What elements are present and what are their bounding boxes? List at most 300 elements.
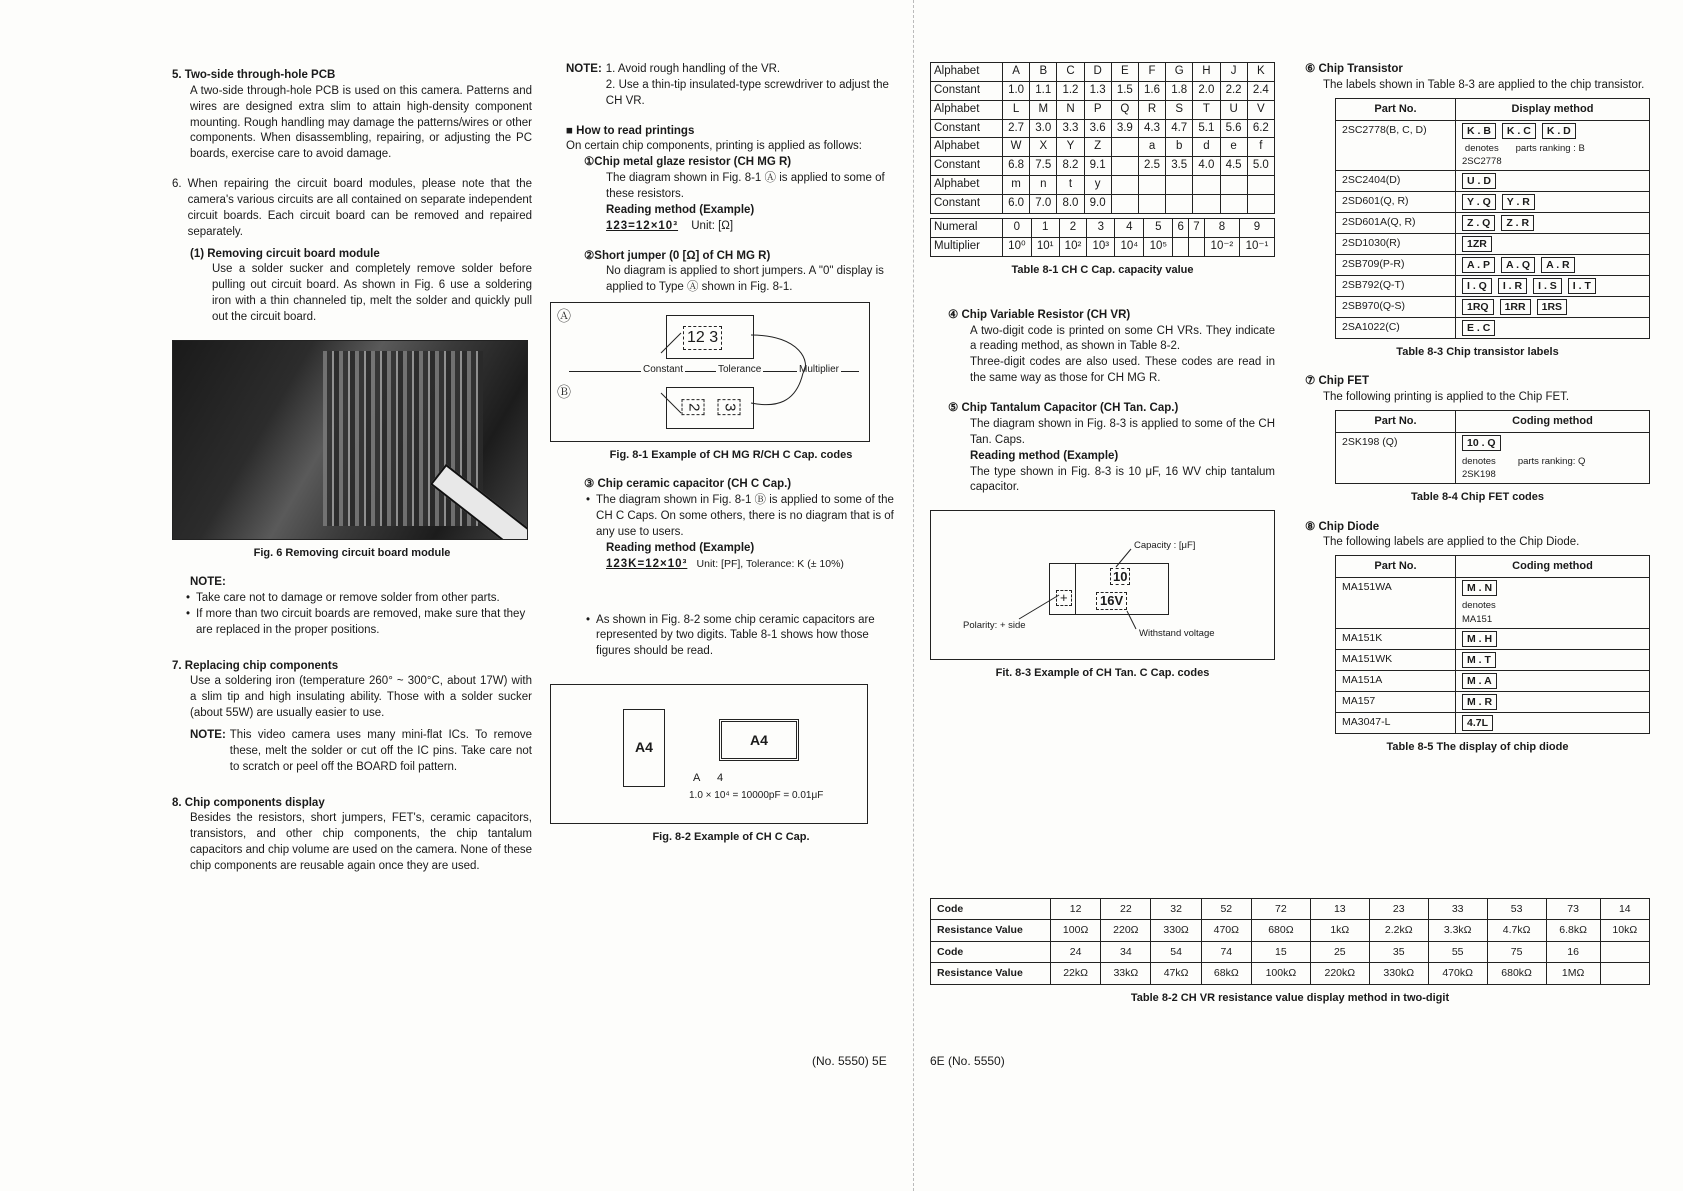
section-5-title: 5. Two-side through-hole PCB	[172, 69, 336, 81]
note2	[172, 728, 532, 776]
table-row	[931, 157, 1275, 176]
display-method-cell	[1456, 297, 1650, 318]
table-row	[931, 963, 1650, 984]
table-cell: Q	[1111, 100, 1138, 119]
table-8-2-block	[930, 898, 1650, 1006]
table-cell: 34	[1101, 941, 1151, 962]
t83-head-display: Display method	[1456, 98, 1650, 120]
table-cell: 54	[1151, 941, 1201, 962]
table-cell: 35	[1369, 941, 1428, 962]
marking-label: K . B	[1462, 123, 1496, 139]
column-left	[172, 62, 532, 875]
item4-text2: Three-digit codes are also used. These codes are read in the same way as those for CH MG R.	[970, 356, 1275, 385]
fig83-capacity-code: 10	[1110, 568, 1130, 585]
table-row	[1336, 691, 1650, 712]
section-5-text: A two-side through-hole PCB is used on this camera. Patterns and wires are designed extra slim to attain high-density component mounting. Rough handling may damage the patterns/wires or other components. When disassembling, repairing, or adjusting the PC boards, exercise care to avoid damage.	[190, 84, 532, 161]
table-row	[931, 941, 1650, 962]
table-cell: X	[1030, 138, 1057, 157]
table-cell: 6.2	[1247, 119, 1274, 138]
t84-denotes: denotes	[1462, 456, 1496, 468]
table-row	[1336, 192, 1650, 213]
t84-part: 2SK198 (Q)	[1336, 433, 1456, 484]
row-header-cell: Constant	[931, 157, 1003, 176]
table-8-1-multiplier	[930, 218, 1275, 257]
table-row	[1336, 649, 1650, 670]
display-method-cell	[1456, 234, 1650, 255]
fig83-arrows	[931, 511, 1276, 661]
table-cell: 1.8	[1166, 81, 1193, 100]
item6-title: ⑥ Chip Transistor	[1305, 63, 1403, 75]
table-cell: 12	[1051, 899, 1101, 920]
display-method-cell	[1456, 213, 1650, 234]
fig81-tolerance-label: Tolerance	[718, 364, 762, 376]
note-item: • Take care not to damage or remove solder from other parts.	[186, 591, 500, 604]
item7-text: The following printing is applied to the Chip FET.	[1323, 391, 1570, 404]
table-cell: 10⁴	[1115, 237, 1144, 256]
item1-text: The diagram shown in Fig. 8-1 Ⓐ is applied to some of these resistors.	[606, 172, 885, 201]
table-row	[1336, 318, 1650, 339]
item7-title: ⑦ Chip FET	[1305, 375, 1369, 388]
t84-denotes-part: 2SK198	[1462, 469, 1496, 481]
table-cell: 52	[1201, 899, 1251, 920]
marking-label: 1RQ	[1462, 299, 1494, 315]
table-cell: P	[1084, 100, 1111, 119]
item4-text: A two-digit code is printed on some CH VRs. They indicate a reading method, as shown in Table 8-2.	[970, 324, 1275, 353]
table-row	[931, 899, 1650, 920]
table-cell: S	[1166, 100, 1193, 119]
table-cell: 6.8kΩ	[1546, 920, 1600, 941]
table-cell: 6.0	[1003, 195, 1030, 214]
item4-title: ④ Chip Variable Resistor (CH VR)	[948, 308, 1131, 321]
part-number-cell: MA151WK	[1336, 649, 1456, 670]
fig83-box	[930, 510, 1275, 660]
table-cell: 9	[1239, 218, 1274, 237]
table-cell: N	[1057, 100, 1084, 119]
table-row	[931, 63, 1275, 82]
table-cell: 2.2kΩ	[1369, 920, 1428, 941]
table-cell: A	[1003, 63, 1030, 82]
table-row	[931, 81, 1275, 100]
display-method-cell	[1456, 192, 1650, 213]
table-cell: 73	[1546, 899, 1600, 920]
fig83-voltage-code: 16V	[1096, 592, 1127, 610]
marking-label: 1ZR	[1462, 236, 1492, 252]
section-6-number: 6.	[172, 178, 182, 191]
table-cell: T	[1193, 100, 1220, 119]
table-cell	[1166, 176, 1193, 195]
table-cell: 470kΩ	[1428, 963, 1487, 984]
fig6-caption: Fig. 6 Removing circuit board module	[253, 546, 451, 559]
part-number-cell: MA151K	[1336, 628, 1456, 649]
row-header-cell: Alphabet	[931, 100, 1003, 119]
fig81-multiplier-label: Multiplier	[799, 364, 840, 376]
table-cell	[1111, 157, 1138, 176]
table-cell: 6	[1173, 218, 1189, 237]
item6-text: The labels shown in Table 8-3 are applied to the chip transistor.	[1323, 78, 1645, 91]
table-cell: 4	[1115, 218, 1144, 237]
item3-example	[566, 557, 896, 573]
table-cell: e	[1220, 138, 1247, 157]
table-cell: 10³	[1087, 237, 1115, 256]
marking-label: M . N	[1462, 580, 1497, 596]
item3-note: • As shown in Fig. 8-2 some chip ceramic capacitors are represented by two digits. Table 8-1 shows how those figures should be read.	[586, 613, 875, 658]
table-row	[1336, 255, 1650, 276]
column-right	[1305, 62, 1650, 755]
display-method-cell	[1456, 120, 1650, 170]
table-cell: f	[1247, 138, 1274, 157]
table-cell: 2.5	[1138, 157, 1165, 176]
table-cell: 10²	[1059, 237, 1087, 256]
table-row	[1336, 578, 1650, 628]
fig82-chip-2: A4	[719, 719, 799, 761]
table-cell: 33kΩ	[1101, 963, 1151, 984]
table-cell: 14	[1600, 899, 1649, 920]
section-8-title: 8. Chip components display	[172, 796, 325, 809]
row-header-cell: Resistance Value	[931, 920, 1051, 941]
table-cell: 2.4	[1247, 81, 1274, 100]
item1-method: Reading method (Example)	[606, 203, 755, 216]
fig81-arrows	[551, 303, 871, 443]
part-number-cell: 2SA1022(C)	[1336, 318, 1456, 339]
table-cell: 4.7	[1166, 119, 1193, 138]
table-cell: 33	[1428, 899, 1487, 920]
table-cell: 0	[1003, 218, 1032, 237]
coding-method-cell	[1456, 670, 1650, 691]
row-header-cell: Alphabet	[931, 176, 1003, 195]
table-row	[931, 218, 1275, 237]
item1-unit: Unit: [Ω]	[691, 219, 734, 232]
coding-method-cell	[1456, 712, 1650, 733]
table-cell: 5.1	[1193, 119, 1220, 138]
item5-text2: The type shown in Fig. 8-3 is 10 μF, 16 WV chip tantalum capacitor.	[970, 465, 1275, 494]
table-cell: 220Ω	[1101, 920, 1151, 941]
table-row	[1336, 712, 1650, 733]
marking-label: U . D	[1462, 173, 1496, 189]
table85-caption: Table 8-5 The display of chip diode	[1386, 740, 1569, 753]
table-cell: Z	[1084, 138, 1111, 157]
table-cell: 3.0	[1030, 119, 1057, 138]
row-header-cell: Constant	[931, 195, 1003, 214]
fig81-box	[550, 302, 870, 442]
t85-head-part: Part No.	[1336, 556, 1456, 578]
table-row	[1336, 297, 1650, 318]
table-cell: 9.0	[1084, 195, 1111, 214]
marking-label: A . P	[1462, 257, 1495, 273]
table-cell: 7.0	[1030, 195, 1057, 214]
section-8-text: Besides the resistors, short jumpers, FET's, ceramic capacitors, transistors, and other chip components, the chip tantalum capacitors and chip volume are used on the camera. None of these chip components are reusable again once they are used.	[190, 812, 533, 872]
table-cell: 470Ω	[1201, 920, 1251, 941]
table-cell: 5.6	[1220, 119, 1247, 138]
table-cell: 10⁰	[1003, 237, 1032, 256]
section-7-title: 7. Replacing chip components	[172, 659, 339, 672]
note-item: • If more than two circuit boards are removed, make sure that they are replaced in the proper positions.	[186, 607, 526, 636]
fig81-code-b1: 2	[682, 399, 705, 415]
table-8-4	[1335, 410, 1650, 484]
t83-ranking: parts ranking : B	[1515, 142, 1585, 154]
table-cell: 10⁵	[1144, 237, 1173, 256]
table83-caption: Table 8-3 Chip transistor labels	[1396, 346, 1559, 359]
table-cell: 72	[1251, 899, 1310, 920]
section-6-1-text: Use a solder sucker and completely remove solder before pulling out circuit board. As shown in Fig. 6 use a soldering iron with a thin channeled tip, melt the solder and quickly pull out the circuit board.	[212, 263, 532, 324]
table-cell: 5	[1144, 218, 1173, 237]
table-cell: K	[1247, 63, 1274, 82]
table-cell	[1193, 176, 1220, 195]
row-header-cell: Alphabet	[931, 63, 1003, 82]
table-cell: 55	[1428, 941, 1487, 962]
part-number-cell: 2SB792(Q-T)	[1336, 276, 1456, 297]
part-number-cell: 2SB709(P-R)	[1336, 255, 1456, 276]
marking-label: M . H	[1462, 631, 1497, 647]
table-cell: 330Ω	[1151, 920, 1201, 941]
table-cell: 24	[1051, 941, 1101, 962]
table-cell	[1111, 176, 1138, 195]
table-cell: 15	[1251, 941, 1310, 962]
table84-caption: Table 8-4 Chip FET codes	[1410, 491, 1545, 504]
note2-text: This video camera uses many mini-flat ICs. To remove these, melt the solder or cut off the IC pins. Take care not to scratch or peel off the BOARD foil pattern.	[229, 728, 532, 773]
marking-label: I . T	[1568, 278, 1596, 294]
t84-head-code: Coding method	[1456, 411, 1650, 433]
fig82-digit-4: 4	[717, 772, 724, 785]
coding-method-cell	[1456, 578, 1650, 628]
row-header-cell: Resistance Value	[931, 963, 1051, 984]
table-cell: 680kΩ	[1487, 963, 1546, 984]
vr-note	[566, 62, 896, 110]
table-cell: M	[1030, 100, 1057, 119]
table-cell: y	[1084, 176, 1111, 195]
table-cell: 8	[1204, 218, 1239, 237]
table-cell: 1.2	[1057, 81, 1084, 100]
item8-text: The following labels are applied to the Chip Diode.	[1323, 536, 1580, 549]
table-cell	[1220, 195, 1247, 214]
row-header-cell: Alphabet	[931, 138, 1003, 157]
how-to-read-text: On certain chip components, printing is applied as follows:	[566, 140, 862, 153]
row-header-cell: Multiplier	[931, 237, 1003, 256]
fig81-label-a: Ⓐ	[557, 308, 571, 325]
table-cell: 6.8	[1003, 157, 1030, 176]
fig83-withstand-label: Withstand voltage	[1139, 628, 1215, 640]
table-cell	[1138, 176, 1165, 195]
marking-label: Z . Q	[1462, 215, 1495, 231]
row-header-cell: Code	[931, 941, 1051, 962]
table-cell: 25	[1310, 941, 1369, 962]
part-number-cell: 2SC2404(D)	[1336, 171, 1456, 192]
table-cell: 100Ω	[1051, 920, 1101, 941]
table-cell: 22	[1101, 899, 1151, 920]
table-cell: 1MΩ	[1546, 963, 1600, 984]
column-mid-left	[557, 62, 896, 845]
item1-formula: 123=12×10³	[606, 219, 679, 232]
table-cell	[1166, 195, 1193, 214]
marking-label: E . C	[1462, 320, 1495, 336]
table-cell	[1247, 195, 1274, 214]
fig83-caption: Fit. 8-3 Example of CH Tan. C Cap. codes	[995, 667, 1210, 680]
section-6	[172, 177, 532, 240]
table-cell: 7.5	[1030, 157, 1057, 176]
t84-code-cell	[1456, 433, 1650, 484]
part-number-cell: MA157	[1336, 691, 1456, 712]
table-row	[931, 176, 1275, 195]
table-cell: 3	[1087, 218, 1115, 237]
table-cell: 1	[1031, 218, 1059, 237]
item3-title: ③ Chip ceramic capacitor (CH C Cap.)	[584, 478, 792, 491]
table-cell: 16	[1546, 941, 1600, 962]
table-cell: E	[1111, 63, 1138, 82]
table-cell	[1111, 138, 1138, 157]
table-cell: Y	[1057, 138, 1084, 157]
vr-note-2: 2. Use a thin-tip insulated-type screwdriver to adjust the CH VR.	[605, 78, 889, 107]
t85-denotes: denotes	[1462, 600, 1496, 612]
table-row	[1336, 120, 1650, 170]
table-cell: 1.3	[1084, 81, 1111, 100]
marking-label: A . Q	[1501, 257, 1535, 273]
table-cell	[1220, 176, 1247, 195]
table-cell	[1193, 195, 1220, 214]
table-cell: n	[1030, 176, 1057, 195]
marking-label: M . R	[1462, 694, 1497, 710]
fig83-plus: +	[1056, 590, 1072, 606]
table-cell: 23	[1369, 899, 1428, 920]
table-cell: 3.3	[1057, 119, 1084, 138]
item1-example	[566, 219, 896, 235]
page-number-left: (No. 5550) 5E	[812, 1054, 887, 1068]
table-cell: 3.3kΩ	[1428, 920, 1487, 941]
part-number-cell: 2SC2778(B, C, D)	[1336, 120, 1456, 170]
table-cell: 10⁻²	[1204, 237, 1239, 256]
marking-label: Y . Q	[1462, 194, 1496, 210]
row-header-cell: Numeral	[931, 218, 1003, 237]
table-row	[1336, 276, 1650, 297]
table-cell: 220kΩ	[1310, 963, 1369, 984]
marking-label: 1RR	[1500, 299, 1531, 315]
t85-denotes-part: MA151	[1462, 613, 1493, 625]
table-cell: 1.6	[1138, 81, 1165, 100]
row-header-cell: Constant	[931, 81, 1003, 100]
item5-text: The diagram shown in Fig. 8-3 is applied to some of the CH Tan. Caps.	[970, 417, 1275, 446]
table-row	[931, 100, 1275, 119]
row-header-cell: Constant	[931, 119, 1003, 138]
table-cell: 4.0	[1193, 157, 1220, 176]
vr-note-1: 1. Avoid rough handling of the VR.	[605, 63, 781, 75]
fig82-caption: Fig. 8-2 Example of CH C Cap.	[652, 831, 810, 844]
item8-title: ⑧ Chip Diode	[1305, 520, 1380, 533]
t84-label: 10 . Q	[1462, 435, 1501, 451]
table-cell: 74	[1201, 941, 1251, 962]
table-cell: 10⁻¹	[1239, 237, 1274, 256]
coding-method-cell	[1456, 649, 1650, 670]
vr-note-label: NOTE:	[566, 63, 602, 75]
item2-title: ②Short jumper (0 [Ω] of CH MG R)	[584, 249, 771, 262]
section-7-text: Use a soldering iron (temperature 260° ~ 300°C, about 17W) with a slim tip and high insulating ability. Those with a solder sucker (about 55W) are usually easier to use.	[190, 675, 532, 720]
table81-caption: Table 8-1 CH C Cap. capacity value	[1011, 263, 1194, 276]
table-cell: 680Ω	[1251, 920, 1310, 941]
marking-label: I . S	[1533, 278, 1562, 294]
fig83-polarity-label: Polarity: + side	[963, 620, 1026, 632]
table-cell: b	[1166, 138, 1193, 157]
item3-formula: 123K=12×10³	[606, 557, 688, 570]
table-cell: H	[1193, 63, 1220, 82]
table-cell: J	[1220, 63, 1247, 82]
t83-denotes: denotes	[1464, 142, 1499, 154]
table-row	[1336, 171, 1650, 192]
part-number-cell: 2SB970(Q-S)	[1336, 297, 1456, 318]
coding-method-cell	[1456, 691, 1650, 712]
note2-label: NOTE:	[190, 728, 226, 741]
marking-label: A . R	[1541, 257, 1575, 273]
page-fold-line	[913, 0, 914, 1191]
fig82-formula: 1.0 × 10⁴ = 10000pF = 0.01μF	[689, 790, 824, 802]
t84-ranking: parts ranking: Q	[1517, 456, 1586, 468]
table-row	[931, 920, 1650, 941]
table-cell: W	[1003, 138, 1030, 157]
table-cell: 5.0	[1247, 157, 1274, 176]
item3-bullet: • The diagram shown in Fig. 8-1 Ⓑ is applied to some of the CH C Caps. On some others, there is no diagram that is of any use to users.	[586, 494, 894, 538]
table-cell: D	[1084, 63, 1111, 82]
fig82-chip-1: A4	[623, 709, 665, 787]
table-row	[931, 237, 1275, 256]
table-cell: 7	[1189, 218, 1205, 237]
table-cell: 100kΩ	[1251, 963, 1310, 984]
table-cell: 8.0	[1057, 195, 1084, 214]
table-cell: 22kΩ	[1051, 963, 1101, 984]
part-number-cell: MA151WA	[1336, 578, 1456, 628]
table-cell: d	[1193, 138, 1220, 157]
table-cell: 13	[1310, 899, 1369, 920]
table-cell: 10kΩ	[1600, 920, 1649, 941]
fig82-letter-a: A	[693, 772, 701, 785]
table-cell: 32	[1151, 899, 1201, 920]
table-cell: 4.3	[1138, 119, 1165, 138]
table-cell: 3.9	[1111, 119, 1138, 138]
marking-label: Y . R	[1502, 194, 1535, 210]
fig81-code-b2: 3	[718, 399, 741, 415]
fig81-caption: Fig. 8-1 Example of CH MG R/CH C Cap. codes	[609, 449, 853, 462]
table-cell: V	[1247, 100, 1274, 119]
table-cell: 2.7	[1003, 119, 1030, 138]
part-number-cell: 2SD601A(Q, R)	[1336, 213, 1456, 234]
column-mid-right	[930, 62, 1275, 681]
fig82-box	[550, 684, 868, 824]
item1-title: ①Chip metal glaze resistor (CH MG R)	[584, 156, 792, 169]
marking-label: I . Q	[1462, 278, 1492, 294]
table-row	[1336, 670, 1650, 691]
table-8-2	[930, 898, 1650, 985]
display-method-cell	[1456, 171, 1650, 192]
table-cell: m	[1003, 176, 1030, 195]
row-header-cell: Code	[931, 899, 1051, 920]
table-cell	[1247, 176, 1274, 195]
table-cell: 8.2	[1057, 157, 1084, 176]
page-number-right: 6E (No. 5550)	[930, 1054, 1005, 1068]
item2-text: No diagram is applied to short jumpers. A "0" display is applied to Type Ⓐ shown in Fig. 8-1.	[606, 265, 884, 294]
table-cell: L	[1003, 100, 1030, 119]
section-6-text: When repairing the circuit board modules, please note that the camera's various circuits are all contained on separate independent circuit boards. Each circuit board can be removed and repaired separately.	[187, 178, 532, 238]
table-8-5	[1335, 555, 1650, 733]
marking-label: M . A	[1462, 673, 1497, 689]
table-cell: a	[1138, 138, 1165, 157]
table-cell	[1189, 237, 1205, 256]
t85-head-code: Coding method	[1456, 556, 1650, 578]
fig81-constant-label: Constant	[643, 364, 684, 376]
table-cell	[1600, 963, 1649, 984]
table-cell: 4.5	[1220, 157, 1247, 176]
marking-label: K . C	[1502, 123, 1536, 139]
t83-denotes-part: 2SC2778	[1462, 156, 1502, 167]
table-8-1	[930, 62, 1275, 214]
table-cell: t	[1057, 176, 1084, 195]
table82-caption: Table 8-2 CH VR resistance value display method in two-digit	[1130, 991, 1450, 1004]
table-cell: 47kΩ	[1151, 963, 1201, 984]
section-6-1-title: (1) Removing circuit board module	[190, 247, 380, 260]
